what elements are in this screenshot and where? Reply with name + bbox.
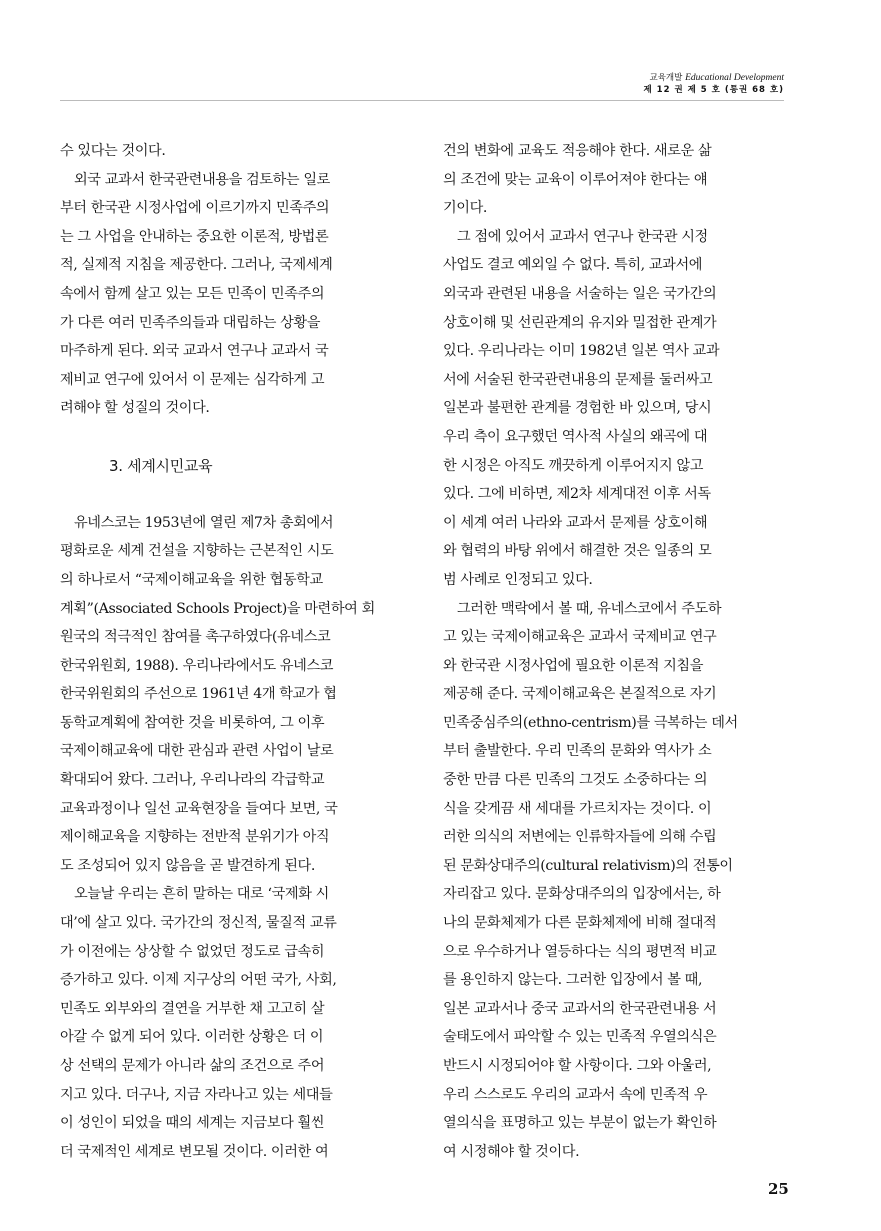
page-number: 25	[768, 1180, 789, 1198]
text-line: 여 시정해야 할 것이다.	[443, 1143, 580, 1160]
text-line: 계획”(Associated Schools Project)을 마련하여 회	[60, 600, 375, 617]
left-column	[60, 137, 412, 1166]
text-line: 한국위원회의 주선으로 1961년 4개 학교가 협	[60, 686, 337, 703]
text-line: 려해야 할 성질의 것이다.	[60, 400, 210, 417]
text-line: 러한 의식의 저변에는 인류학자들에 의해 수립	[443, 829, 717, 846]
header-rule	[60, 100, 784, 101]
running-header	[644, 72, 785, 96]
paragraph	[443, 595, 787, 1167]
text-line: 마주하게 된다. 외국 교과서 연구나 교과서 국	[60, 343, 329, 360]
text-line: 우리 측이 요구했던 역사적 사실의 왜곡에 대	[443, 428, 708, 445]
text-line: 한국위원회, 1988). 우리나라에서도 유네스코	[60, 657, 334, 674]
journal-title-kr: 교육개발	[649, 73, 683, 83]
text-line: 중한 만큼 다른 민족의 그것도 소중하다는 의	[443, 772, 708, 789]
text-line: 나의 문화체제가 다른 문화체제에 비해 절대적	[443, 915, 717, 932]
text-line: 적, 실제적 지침을 제공한다. 그러나, 국제세계	[60, 257, 333, 274]
text-line: 일본과 불편한 관계를 경험한 바 있으며, 당시	[443, 400, 712, 417]
text-line: 확대되어 왔다. 그러나, 우리나라의 각급학교	[60, 772, 325, 789]
text-line: 수 있다는 것이다.	[60, 143, 166, 159]
text-line: 있다. 그에 비하면, 제2차 세계대전 이후 서독	[443, 486, 711, 503]
text-line: 는 그 사업을 안내하는 중요한 이론적, 방법론	[60, 228, 329, 245]
spacer	[60, 423, 412, 452]
text-line: 이 세계 여러 나라와 교과서 문제를 상호이해	[443, 514, 708, 531]
paragraph	[60, 166, 412, 423]
text-line: 교육과정이나 일선 교육현장을 들여다 보면, 국	[60, 800, 338, 817]
text-line: 열의식을 표명하고 있는 부분이 없는가 확인하	[443, 1115, 717, 1132]
text-line: 와 협력의 바탕 위에서 해결한 것은 일종의 모	[443, 543, 712, 560]
text-line: 를 용인하지 않는다. 그러한 입장에서 볼 때,	[443, 972, 703, 989]
text-line: 범 사례로 인정되고 있다.	[443, 571, 593, 588]
text-line: 반드시 시정되어야 할 사항이다. 그와 아울러,	[443, 1058, 712, 1074]
right-column	[443, 137, 787, 1166]
section-heading: 3. 세계시민교육	[109, 456, 213, 475]
text-line: 와 한국관 시정사업에 필요한 이론적 지침을	[443, 657, 704, 674]
text-line: 식을 갖게끔 새 세대를 가르치자는 것이다. 이	[443, 800, 712, 817]
text-line: 오늘날 우리는 흔히 말하는 대로 ‘국제화 시	[74, 886, 329, 903]
text-line: 된 문화상대주의(cultural relativism)의 전통이	[443, 857, 733, 874]
paragraph	[443, 137, 787, 223]
journal-title	[644, 72, 785, 84]
paragraph	[443, 223, 787, 595]
text-line: 원국의 적극적인 참여를 촉구하였다(유네스코	[60, 629, 331, 646]
text-line: 동학교계획에 참여한 것을 비롯하여, 그 이후	[60, 714, 325, 731]
text-line: 지고 있다. 더구나, 지금 자라나고 있는 세대들	[60, 1086, 333, 1103]
spacer	[60, 480, 412, 509]
text-line: 이 성인이 되었을 때의 세계는 지금보다 훨씬	[60, 1115, 325, 1132]
text-line: 그러한 맥락에서 볼 때, 유네스코에서 주도하	[457, 600, 722, 617]
text-line: 일본 교과서나 중국 교과서의 한국관련내용 서	[443, 1000, 717, 1017]
paragraph	[60, 509, 412, 881]
text-line: 국제이해교육에 대한 관심과 관련 사업이 날로	[60, 743, 334, 760]
text-line: 속에서 함께 살고 있는 모든 민족이 민족주의	[60, 285, 325, 302]
text-line: 으로 우수하거나 열등하다는 식의 평면적 비교	[443, 943, 717, 960]
text-line: 증가하고 있다. 이제 지구상의 어떤 국가, 사회,	[60, 972, 337, 989]
text-line: 우리 스스로도 우리의 교과서 속에 민족적 우	[443, 1086, 708, 1103]
text-line: 서에 서술된 한국관련내용의 문제를 둘러싸고	[443, 371, 713, 388]
text-line: 자리잡고 있다. 문화상대주의의 입장에서는, 하	[443, 886, 721, 903]
text-line: 유네스코는 1953년에 열린 제7차 총회에서	[74, 514, 334, 531]
text-line: 상호이해 및 선린관계의 유지와 밀접한 관계가	[443, 314, 717, 331]
issue-info: 제 12 권 제 5 호 (통권 68 호)	[643, 85, 784, 95]
text-line: 기이다.	[443, 200, 488, 217]
text-line: 의 하나로서 “국제이해교육을 위한 협동학교	[60, 571, 323, 588]
text-line: 민족중심주의(ethno-centrism)를 극복하는 데서	[443, 714, 738, 731]
text-line: 제이해교육을 지향하는 전반적 분위기가 아직	[60, 829, 330, 846]
text-line: 부터 한국관 시정사업에 이르기까지 민족주의	[60, 200, 330, 217]
journal-title-en: Educational Development	[685, 73, 784, 83]
text-line: 의 조건에 맞는 교육이 이루어져야 한다는 얘	[443, 171, 708, 188]
text-line: 평화로운 세계 건설을 지향하는 근본적인 시도	[60, 543, 334, 560]
text-line: 술태도에서 파악할 수 있는 민족적 우열의식은	[443, 1029, 717, 1046]
text-line: 상 선택의 문제가 아니라 삶의 조건으로 주어	[60, 1058, 325, 1074]
text-line: 가 다른 여러 민족주의들과 대립하는 상황을	[60, 314, 321, 331]
text-line: 부터 출발한다. 우리 민족의 문화와 역사가 소	[443, 743, 712, 760]
text-line: 외국 교과서 한국관련내용을 검토하는 일로	[74, 171, 330, 188]
text-line: 사업도 결코 예외일 수 없다. 특히, 교과서에	[443, 257, 703, 274]
text-line: 있다. 우리나라는 이미 1982년 일본 역사 교과	[443, 343, 720, 360]
text-line: 제공해 준다. 국제이해교육은 본질적으로 자기	[443, 686, 717, 703]
text-line: 민족도 외부와의 결연을 거부한 채 고고히 살	[60, 1000, 325, 1017]
text-line: 가 이전에는 상상할 수 없었던 정도로 급속히	[60, 943, 325, 960]
paragraph	[60, 880, 412, 1166]
text-line: 아갈 수 없게 되어 있다. 이러한 상황은 더 이	[60, 1029, 324, 1046]
text-line: 외국과 관련된 내용을 서술하는 일은 국가간의	[443, 285, 717, 302]
text-line: 고 있는 국제이해교육은 교과서 국제비교 연구	[443, 629, 717, 646]
paragraph	[60, 137, 412, 166]
text-line: 그 점에 있어서 교과서 연구나 한국관 시정	[457, 228, 708, 245]
text-line: 대’에 살고 있다. 국가간의 정신적, 물질적 교류	[60, 915, 337, 932]
text-line: 한 시정은 아직도 깨끗하게 이루어지지 않고	[443, 457, 704, 474]
text-line: 도 조성되어 있지 않음을 곧 발견하게 된다.	[60, 857, 315, 874]
text-line: 제비교 연구에 있어서 이 문제는 심각하게 고	[60, 371, 325, 388]
text-line: 더 국제적인 세계로 변모될 것이다. 이러한 여	[60, 1143, 329, 1160]
text-line: 건의 변화에 교육도 적응해야 한다. 새로운 삶	[443, 143, 712, 159]
